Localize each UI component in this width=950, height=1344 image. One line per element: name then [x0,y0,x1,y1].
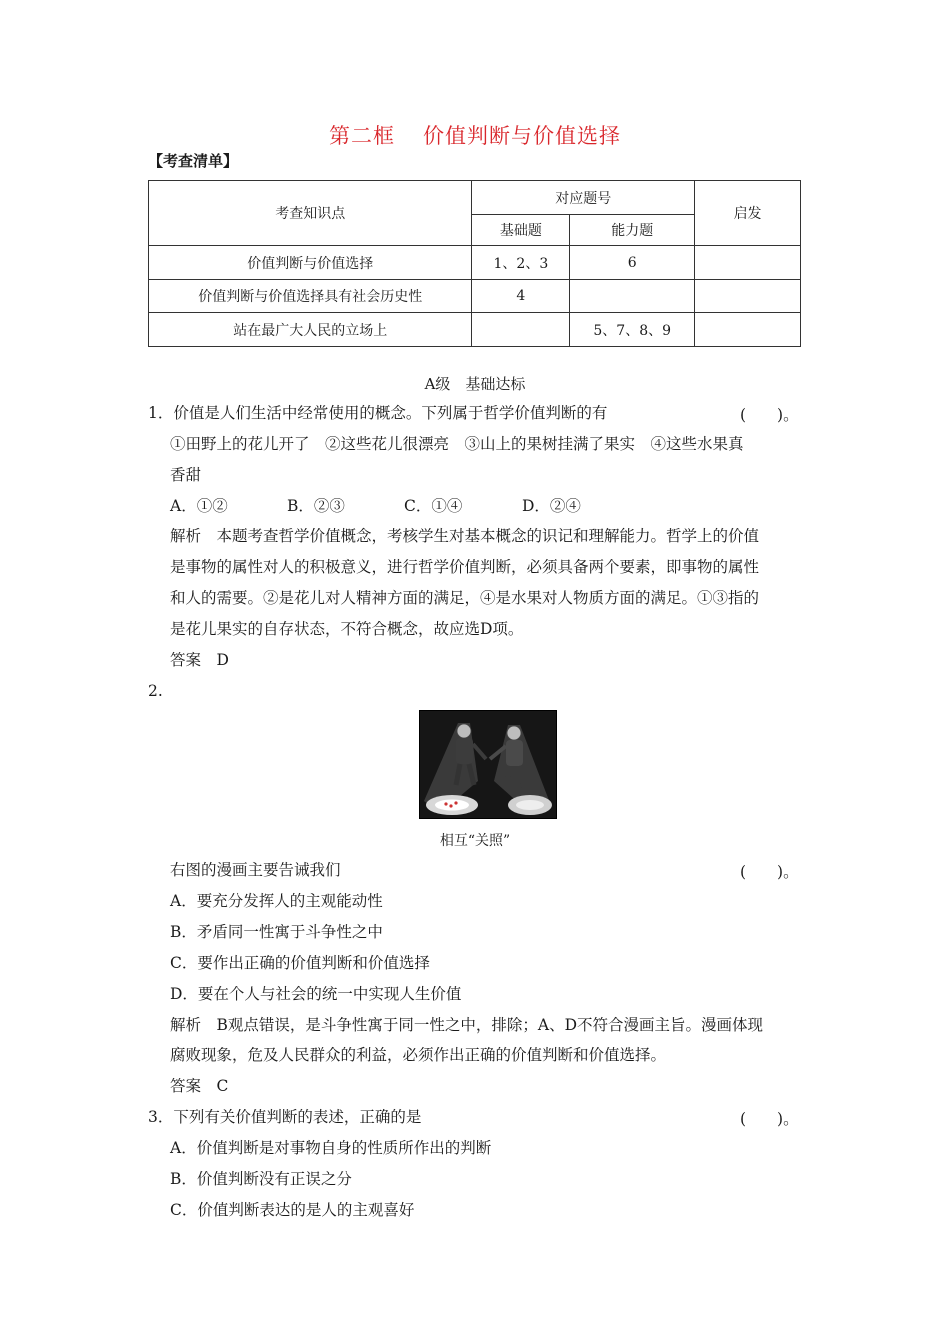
row-ability [570,280,695,313]
q1-analysis-line: 是事物的属性对人的积极意义，进行哲学价值判断，必须具备两个要素，即事物的属性 [170,558,760,576]
title-part1: 第二框 [329,124,395,148]
q2-stem: 右图的漫画主要告诫我们 [170,861,341,879]
row-basic: 4 [472,280,570,313]
level-heading: A级 基础达标 [424,375,526,393]
row-insight [695,313,801,347]
q2-option-a: A．要充分发挥人的主观能动性 [170,892,383,910]
cartoon-image [419,710,557,819]
header-questions: 对应题号 [472,181,695,215]
q2-answer: 答案 C [170,1077,229,1095]
q1-stem: 1．价值是人们生活中经常使用的概念。下列属于哲学价值判断的有 [148,404,608,422]
row-topic: 价值判断与价值选择具有社会历史性 [149,280,472,313]
q3-option-c: C．价值判断表达的是人的主观喜好 [170,1201,415,1219]
q1-analysis-line: 是花儿果实的自存状态，不符合概念，故应选D项。 [170,620,524,638]
q1-analysis-line: 解析 本题考查哲学价值概念，考核学生对基本概念的识记和理解能力。哲学上的价值 [170,527,760,545]
section-label: 【考查清单】 [148,152,239,170]
q1-answer-blank: ( )。 [740,406,799,424]
q2-option-d: D．要在个人与社会的统一中实现人生价值 [170,985,462,1003]
q1-analysis-line: 和人的需要。②是花儿对人精神方面的满足，④是水果对人物质方面的满足。①③指的 [170,589,760,607]
row-insight [695,280,801,313]
q3-stem: 3．下列有关价值判断的表述，正确的是 [148,1108,422,1126]
row-ability: 5、7、8、9 [570,313,695,347]
q2-analysis-line: 解析 B观点错误，是斗争性寓于同一性之中，排除；A、D不符合漫画主旨。漫画体现 [170,1016,764,1034]
cartoon-illustration [420,711,556,818]
q3-answer-blank: ( )。 [740,1110,799,1128]
q1-items-line1: ①田野上的花儿开了 ②这些花儿很漂亮 ③山上的果树挂满了果实 ④这些水果真 [170,435,744,453]
cartoon-caption: 相互“关照” [439,833,511,849]
q1-answer: 答案 D [170,651,229,669]
q2-number: 2. [148,682,163,700]
table-row [149,313,801,347]
header-knowledge: 考查知识点 [149,181,472,246]
table-row [149,246,801,280]
row-topic: 站在最广大人民的立场上 [149,313,472,347]
table-row [149,280,801,313]
row-basic [472,313,570,347]
q1-option-c: C．①④ [404,497,463,515]
q3-option-b: B．价值判断没有正误之分 [170,1170,352,1188]
header-insight: 启发 [695,181,801,246]
header-ability: 能力题 [570,215,695,246]
row-insight [695,246,801,280]
row-ability: 6 [570,246,695,280]
header-basic: 基础题 [472,215,570,246]
exam-checklist-table [148,180,801,347]
q1-option-b: B．②③ [287,497,345,515]
q1-option-d: D．②④ [522,497,581,515]
row-basic: 1、2、3 [472,246,570,280]
q2-answer-blank: ( )。 [740,863,799,881]
title-part2: 价值判断与价值选择 [423,124,621,148]
row-topic: 价值判断与价值选择 [149,246,472,280]
q2-option-c: C．要作出正确的价值判断和价值选择 [170,954,430,972]
q1-option-a: A．①② [170,497,228,515]
q1-items-line2: 香甜 [170,466,202,484]
q3-option-a: A．价值判断是对事物自身的性质所作出的判断 [170,1139,492,1157]
q2-analysis-line: 腐败现象，危及人民群众的利益，必须作出正确的价值判断和价值选择。 [170,1046,667,1064]
page-title [0,120,950,150]
q2-option-b: B．矛盾同一性寓于斗争性之中 [170,923,383,941]
